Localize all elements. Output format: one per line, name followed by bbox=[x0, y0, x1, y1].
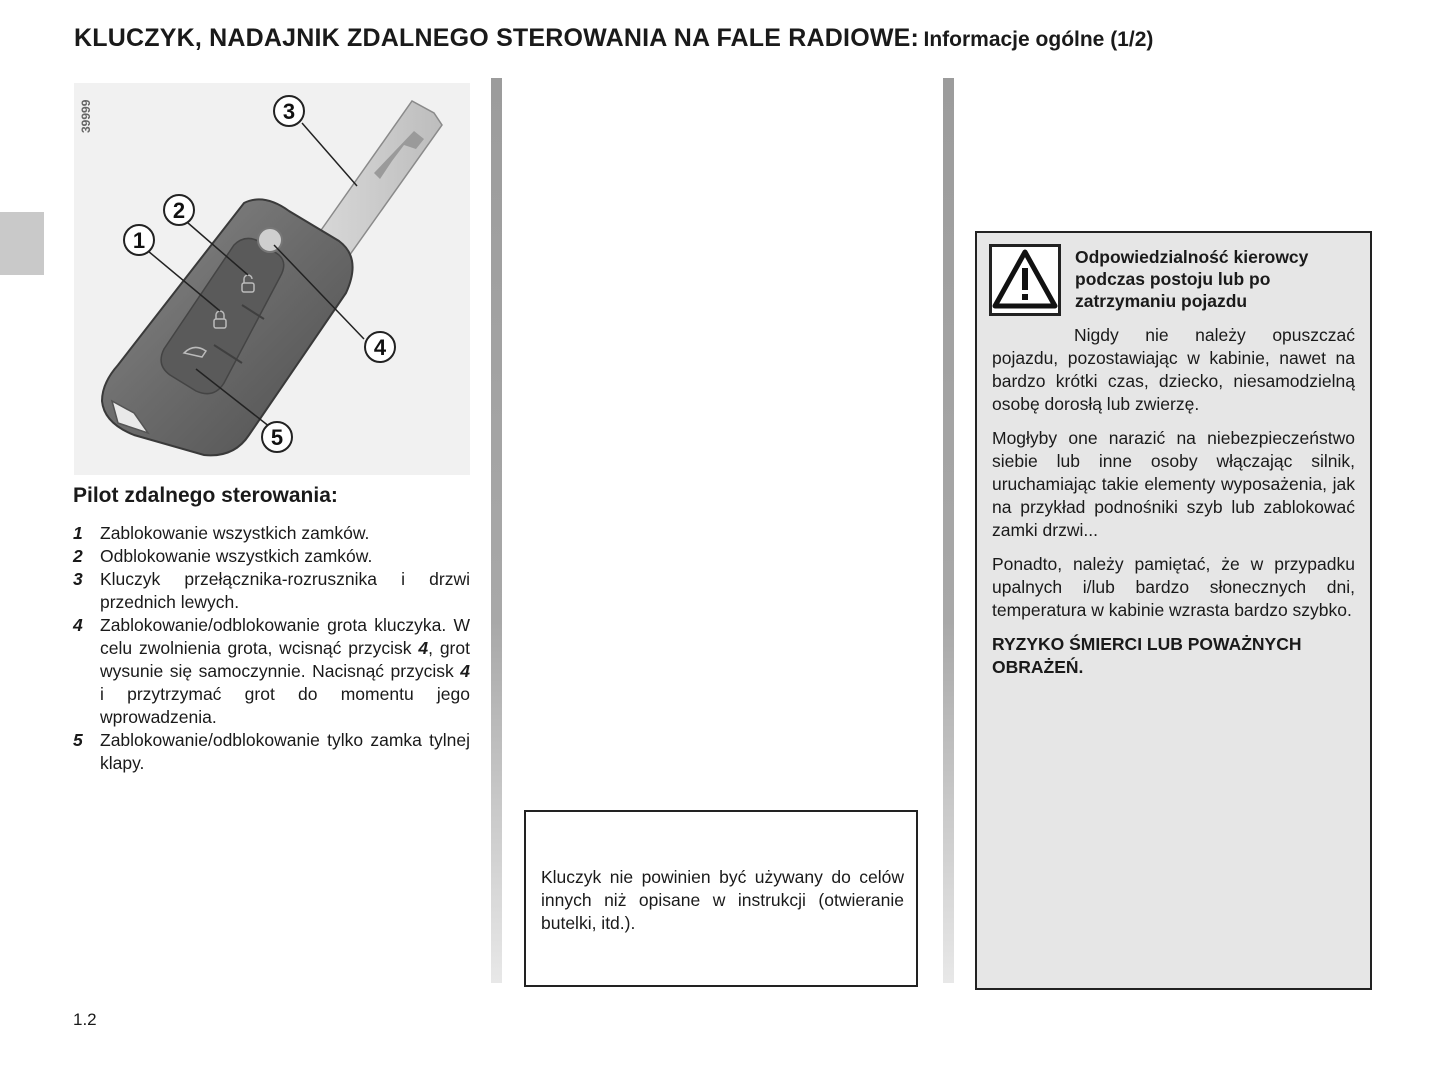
callout-5: 5 bbox=[270, 425, 284, 450]
item-reference: 4 bbox=[460, 661, 470, 681]
item-text: Odblokowanie wszystkich zamków. bbox=[100, 546, 373, 566]
warning-paragraph: Nigdy nie należy opuszczać pojazdu, pozostawiając w kabinie, nawet na bardzo krótki czas, dziecko, niesamodzielną osobę dorosłą lub zwierzę. bbox=[992, 325, 1355, 414]
chapter-tab bbox=[0, 212, 44, 275]
item-number: 5 bbox=[73, 730, 83, 750]
key-illustration bbox=[74, 83, 470, 475]
list-item bbox=[73, 614, 470, 729]
item-text bbox=[100, 614, 470, 729]
item-reference: 4 bbox=[418, 638, 429, 658]
list-item bbox=[73, 522, 470, 545]
item-number: 3 bbox=[73, 569, 83, 589]
item-text: Zablokowanie/odblokowanie tylko zamka tylnej klapy. bbox=[100, 730, 470, 773]
note-text: Kluczyk nie powinien być używany do celów innych niż opisane w instrukcji (otwieranie butelki, itd.). bbox=[541, 867, 904, 933]
warning-danger-text: RYZYKO ŚMIERCI LUB POWAŻNYCH OBRAŻEŃ. bbox=[992, 634, 1302, 677]
list-item bbox=[73, 545, 470, 568]
item-number: 2 bbox=[73, 546, 83, 566]
item-text: Kluczyk przełącznika-rozrusznika i drzwi przednich lewych. bbox=[100, 569, 470, 612]
item-text-part: Zablokowanie/odblokowanie grota kluczyka. W celu zwolnienia grota, wcisnąć przycisk bbox=[100, 615, 470, 658]
list-item bbox=[73, 568, 470, 614]
callout-1: 1 bbox=[132, 228, 146, 253]
section-heading: Pilot zdalnego sterowania: bbox=[73, 484, 338, 507]
page-title-main: KLUCZYK, NADAJNIK ZDALNEGO STEROWANIA NA FALE RADIOWE: bbox=[74, 24, 920, 52]
list-item bbox=[73, 729, 470, 775]
callout-4: 4 bbox=[373, 335, 387, 360]
warning-paragraph: Mogłyby one narazić na niebezpieczeństwo siebie lub inne osoby włączając silnik, uruchamiając takie elementy wyposażenia, jak na przykład podnośniki szyb lub zablokować zamki drzwi... bbox=[992, 428, 1355, 540]
figure-code: 39999 bbox=[79, 99, 93, 133]
callout-3: 3 bbox=[282, 99, 296, 124]
warning-body bbox=[992, 324, 1355, 690]
remote-functions-list bbox=[73, 522, 470, 775]
page-title bbox=[74, 24, 1404, 53]
column-separator-right bbox=[943, 78, 954, 983]
item-number: 4 bbox=[73, 615, 83, 635]
key-figure bbox=[74, 83, 470, 475]
page-number: 1.2 bbox=[73, 1010, 97, 1029]
item-text: Zablokowanie wszystkich zamków. bbox=[100, 523, 370, 543]
column-separator-left bbox=[491, 78, 502, 983]
item-number: 1 bbox=[73, 523, 83, 543]
item-text-part: i przytrzymać grot do momentu jego wprowadzenia. bbox=[100, 684, 470, 727]
page-title-sub: Informacje ogólne (1/2) bbox=[923, 28, 1154, 51]
callout-2: 2 bbox=[172, 198, 186, 223]
warning-paragraph: Ponadto, należy pamiętać, że w przypadku upalnych i/lub bardzo słonecznych dni, temperatura w kabinie wzrasta bardzo szybko. bbox=[992, 554, 1355, 620]
warning-title: Odpowiedzialność kierowcy podczas postoju lub po zatrzymaniu pojazdu bbox=[1075, 247, 1309, 311]
item-text-part: , grot wysunie się samoczynnie. Nacisnąć przycisk bbox=[100, 638, 470, 681]
warning-triangle-icon bbox=[989, 244, 1061, 316]
